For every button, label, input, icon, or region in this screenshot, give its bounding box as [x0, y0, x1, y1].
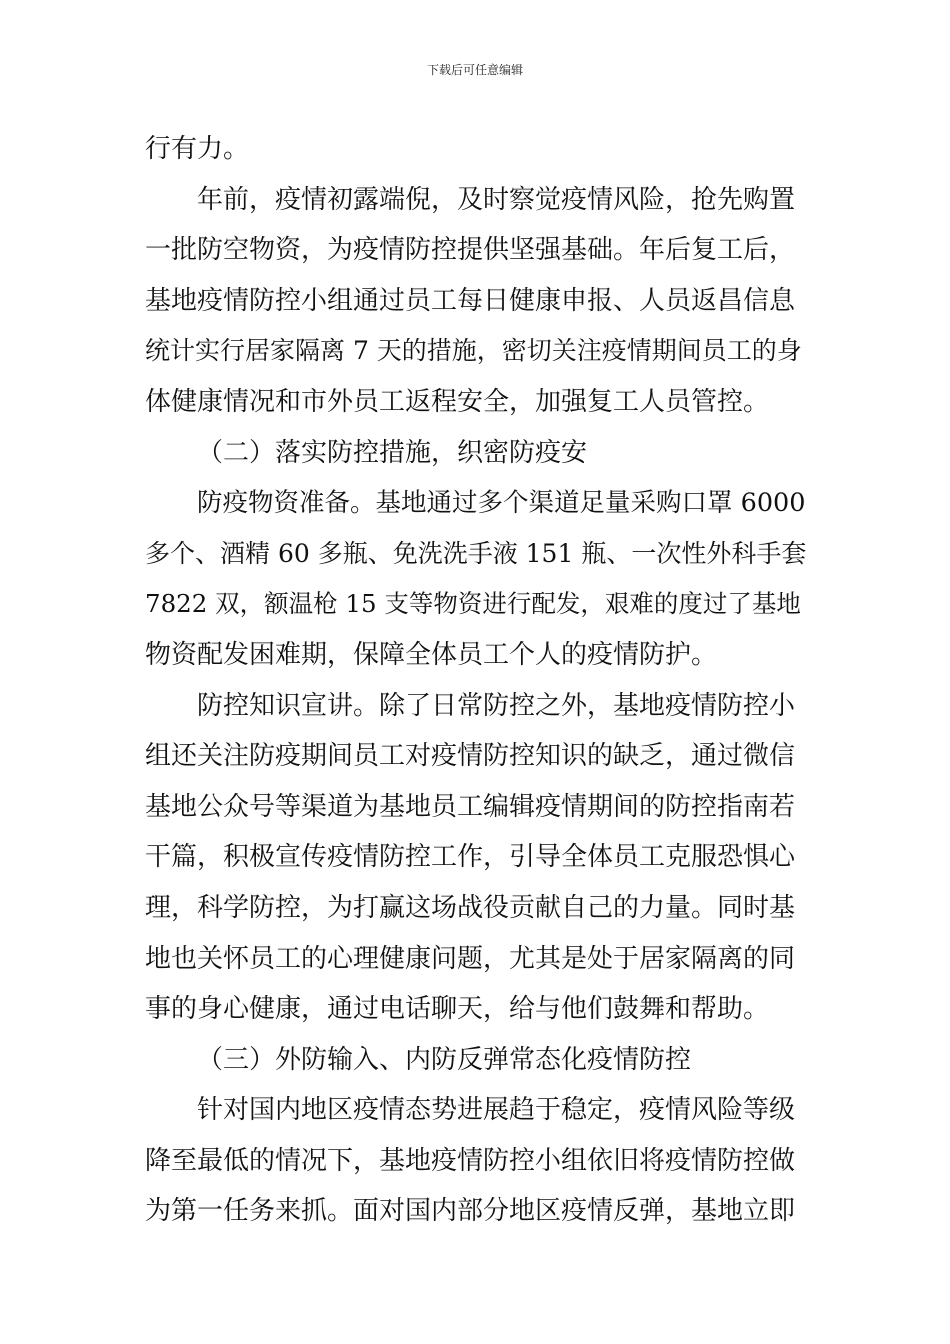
text-line: 防疫物资准备。基地通过多个渠道足量采购口罩 6000: [197, 488, 806, 519]
text-line: 7822 双，额温枪 15 支等物资进行配发，艰难的度过了基地: [145, 589, 801, 619]
text-line: 事的身心健康，通过电话聊天，给与他们鼓舞和帮助。: [145, 994, 770, 1025]
text-line: 多个、酒精 60 多瓶、免洗洗手液 151 瓶、一次性外科手套: [145, 538, 807, 568]
text-line: 统计实行居家隔离 7 天的措施，密切关注疫情期间员工的身: [145, 336, 802, 366]
document-body: [145, 124, 810, 1237]
text-line: 基地疫情防控小组通过员工每日健康申报、人员返昌信息: [145, 285, 796, 316]
page-header-note: 下载后可任意编辑: [426, 63, 523, 77]
text-line: 体健康情况和市外员工返程安全，加强复工人员管控。: [145, 386, 770, 417]
text-line: 基地公众号等渠道为基地员工编辑疫情期间的防控指南若: [145, 791, 796, 822]
text-line: 为第一任务来抓。面对国内部分地区疫情反弹，基地立即: [145, 1196, 796, 1227]
text-line: 针对国内地区疫情态势进展趋于稳定，疫情风险等级: [197, 1095, 796, 1126]
section-heading: （三）外防输入、内防反弹常态化疫情防控: [197, 1044, 692, 1075]
text-line: 干篇，积极宣传疫情防控工作，引导全体员工克服恐惧心: [145, 842, 796, 873]
text-line: 物资配发困难期，保障全体员工个人的疫情防护。: [145, 639, 718, 670]
text-line: 地也关怀员工的心理健康问题，尤其是处于居家隔离的同: [145, 943, 796, 974]
section-heading: （二）落实防控措施，织密防疫安: [197, 437, 588, 468]
text-line: 一批防空物资，为疫情防控提供坚强基础。年后复工后，: [145, 235, 796, 266]
text-line: 防控知识宣讲。除了日常防控之外，基地疫情防控小: [197, 690, 796, 721]
text-line: 组还关注防疫期间员工对疫情防控知识的缺乏，通过微信: [145, 741, 796, 772]
text-line: 理，科学防控，为打赢这场战役贡献自己的力量。同时基: [145, 892, 796, 923]
text-line: 降至最低的情况下，基地疫情防控小组依旧将疫情防控做: [145, 1145, 796, 1176]
text-line: 年前，疫情初露端倪，及时察觉疫情风险，抢先购置: [197, 184, 796, 215]
text-line: 行有力。: [145, 134, 250, 164]
